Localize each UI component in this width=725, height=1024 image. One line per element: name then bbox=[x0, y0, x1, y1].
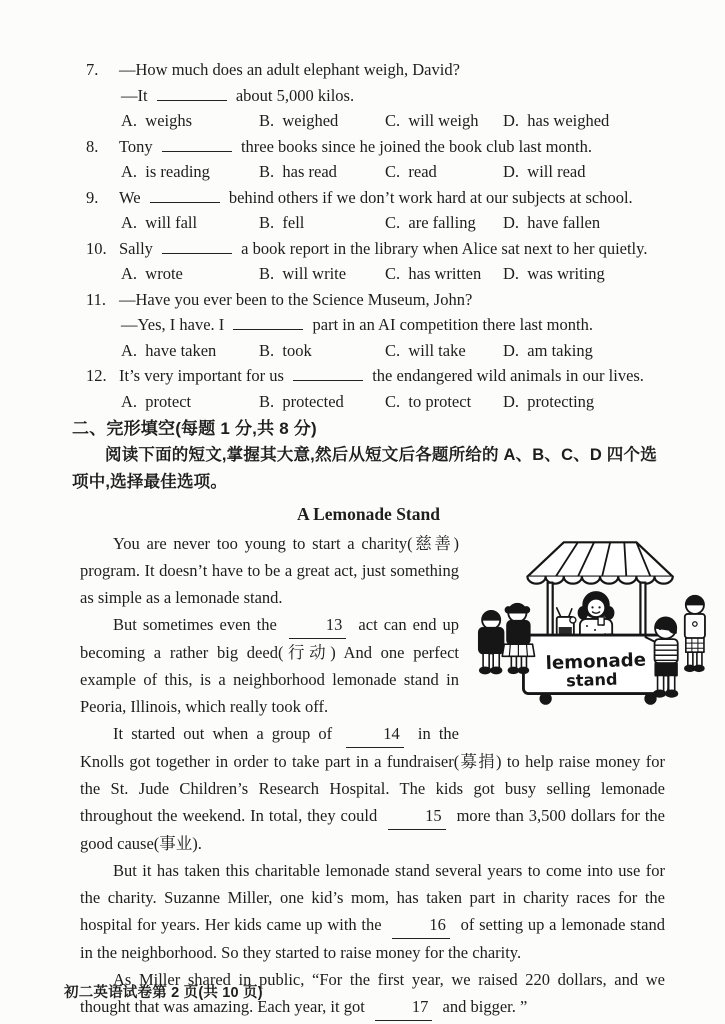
question-line: 8. Tony three books since he joined the book club last month. bbox=[86, 134, 665, 160]
awning-roof bbox=[527, 542, 672, 576]
question-line: 9. We behind others if we don’t work hard at our subjects at school. bbox=[86, 185, 665, 211]
option-A: A. weighs bbox=[121, 111, 193, 130]
customer-boy-white-tee bbox=[685, 596, 705, 671]
question-12 bbox=[86, 363, 665, 414]
option-D: D. protecting bbox=[503, 391, 595, 411]
page-footer: 初二英语试卷第 2 页(共 10 页) bbox=[64, 985, 263, 1001]
option-C: C. has written bbox=[385, 264, 482, 283]
options-row bbox=[121, 159, 665, 185]
numbered-blank-17: 17 bbox=[375, 993, 433, 1021]
question-number: 8. bbox=[86, 136, 99, 156]
option-D: D. was writing bbox=[503, 264, 605, 283]
option-B: B. will write bbox=[259, 264, 347, 283]
option-C: C. read bbox=[385, 162, 437, 181]
options-row bbox=[121, 261, 665, 287]
question-number: 12. bbox=[86, 366, 107, 385]
question-line: 10. Sally a book report in the library when Alice sat next to her quietly. bbox=[86, 236, 665, 262]
question-line: —Yes, I have. I part in an AI competition there last month. bbox=[121, 315, 593, 334]
cloze-section-title: 二、完形填空(每题 1 分,共 8 分) bbox=[72, 419, 317, 438]
option-A: A. wrote bbox=[121, 264, 183, 283]
option-B: B. fell bbox=[259, 213, 305, 232]
passage-paragraph-2: But sometimes even the 13 act can end up becoming a rather big deed(行动) And one perfect example of this, is a neighborhood lemonade stand in Peoria, Illinois, which really took off. bbox=[80, 611, 665, 720]
lemonade-stand-drawing bbox=[471, 532, 709, 718]
question-line: 7. —How much does an adult elephant weigh, David? bbox=[86, 57, 665, 83]
option-C: C. are falling bbox=[385, 213, 476, 232]
question-number: 7. bbox=[86, 60, 99, 79]
options-row bbox=[121, 108, 665, 134]
passage-title: A Lemonade Stand bbox=[297, 504, 440, 524]
passage-paragraph-1: You are never too young to start a charity(慈善) program. It doesn’t have to be a great act, just something as simple as a lemonade stand. bbox=[80, 534, 459, 607]
wheel-left bbox=[541, 694, 551, 704]
option-A: A. will fall bbox=[121, 213, 198, 232]
stand-sign-line1: lemonade bbox=[545, 649, 647, 675]
question-number: 10. bbox=[86, 238, 107, 258]
stand-sign-line2: stand bbox=[565, 669, 618, 691]
stand-post-left bbox=[548, 583, 553, 639]
answer-blank bbox=[150, 187, 220, 203]
question-number: 11. bbox=[86, 289, 107, 309]
customer-kid-1 bbox=[479, 611, 503, 673]
option-B: B. has read bbox=[259, 162, 337, 181]
options-row bbox=[121, 338, 665, 364]
answer-blank bbox=[233, 314, 303, 330]
option-A: A. have taken bbox=[121, 340, 217, 360]
numbered-blank-14: 14 bbox=[346, 720, 404, 748]
question-8 bbox=[86, 134, 665, 185]
question-7 bbox=[86, 57, 665, 134]
option-B: B. took bbox=[259, 340, 312, 360]
option-D: D. will read bbox=[503, 162, 586, 181]
option-D: D. am taking bbox=[503, 340, 593, 360]
cloze-instructions: 阅读下面的短文,掌握其大意,然后从短文后各题所给的 A、B、C、D 四个选项中,选择最佳选项。 bbox=[72, 446, 657, 491]
option-D: D. has weighed bbox=[503, 111, 610, 130]
passage-paragraph-4: But it has taken this charitable lemonade stand several years to come into use for the charity. Suzanne Miller, one kid’s mom, has taken part in charity races for the hospital for years. Her kids came up with the 16 of setting up a lemonade stand in the neighborhood. So they started to raise money for the charity. bbox=[80, 861, 665, 962]
passage-paragraph-5: As Miller shared in public, “For the first year, we raised 220 dollars, and we thought that was amazing. Each year, it got 17 and bigger. ” bbox=[80, 966, 665, 1021]
question-11 bbox=[86, 287, 665, 364]
question-line: 11. —Have you ever been to the Science Museum, John? bbox=[86, 287, 665, 313]
option-A: A. protect bbox=[121, 391, 192, 411]
question-line: 12. It’s very important for us the endangered wild animals in our lives. bbox=[86, 363, 665, 389]
question-9 bbox=[86, 185, 665, 236]
question-line: —It about 5,000 kilos. bbox=[121, 85, 355, 105]
option-D: D. have fallen bbox=[503, 213, 601, 232]
option-B: B. protected bbox=[259, 391, 344, 411]
numbered-blank-15: 15 bbox=[388, 802, 446, 830]
numbered-blank-13: 13 bbox=[289, 611, 347, 639]
options-row bbox=[121, 210, 665, 236]
answer-blank bbox=[162, 238, 232, 254]
passage-paragraph-3: It started out when a group of 14 in the Knolls got together in order to take part in a fundraiser(募捐) to help raise money for the St. Jude Children’s Research Hospital. The kids got busy selling lemonade throughout the weekend. In total, they could 15 more than 3,500 dollars for the good cause(事业). bbox=[80, 720, 665, 857]
lemonade-jar bbox=[557, 608, 576, 637]
answer-blank bbox=[157, 85, 227, 101]
lemonade-stand-illustration bbox=[471, 532, 709, 718]
passage bbox=[80, 530, 665, 1021]
options-row bbox=[121, 389, 665, 415]
answer-blank bbox=[162, 136, 232, 152]
option-C: C. will weigh bbox=[385, 111, 479, 130]
option-C: C. to protect bbox=[385, 391, 472, 411]
questions-section bbox=[86, 57, 665, 414]
numbered-blank-16: 16 bbox=[392, 911, 450, 939]
question-number: 9. bbox=[86, 187, 99, 207]
answer-blank bbox=[293, 365, 363, 381]
option-B: B. weighed bbox=[259, 111, 339, 130]
question-10 bbox=[86, 236, 665, 287]
option-A: A. is reading bbox=[121, 162, 210, 181]
option-C: C. will take bbox=[385, 340, 466, 360]
